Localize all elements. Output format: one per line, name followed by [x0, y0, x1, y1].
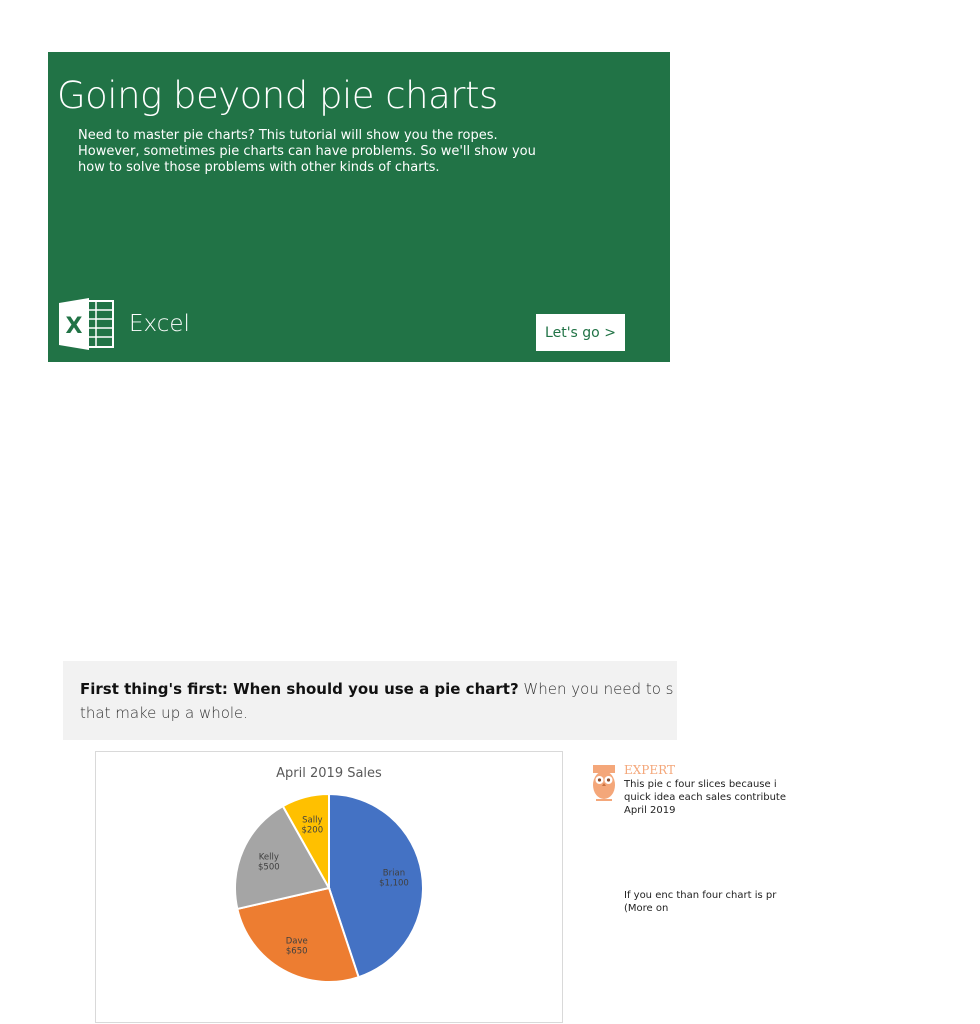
intro-question: First thing's first: When should you use a pie chart? [80, 680, 519, 698]
intro-text [80, 677, 980, 725]
tutorial-banner [48, 52, 670, 362]
intro-answer: When you need to s [518, 680, 674, 698]
intro-panel [63, 661, 677, 740]
slice-name-label: Brian [382, 868, 406, 879]
tip-paragraph-2: If you enc than four chart is pr (More on [624, 890, 777, 914]
slice-value-label: $1,100 [379, 878, 409, 889]
expert-tip [590, 761, 786, 961]
owl-icon [590, 763, 618, 805]
banner-title: Going beyond pie charts [57, 74, 498, 117]
excel-logo-icon [59, 297, 115, 351]
banner-description: Need to master pie charts? This tutorial will show you the ropes. However, sometimes pie charts can have problems. So we'll show you how to solve those problems with other kinds of charts. [78, 128, 536, 175]
slice-name-label: Sally [302, 815, 323, 826]
slice-name-label: Dave [285, 936, 308, 947]
slice-name-label: Kelly [258, 852, 279, 863]
slice-value-label: $200 [301, 825, 324, 836]
pie-svg [96, 752, 562, 1022]
tip-paragraph: This pie c four slices because i quick idea each sales contribute April 2019 [624, 779, 786, 816]
pie-chart [95, 751, 563, 1023]
slice-value-label: $500 [258, 862, 280, 873]
intro-answer-line2: that make up a whole. [80, 704, 249, 722]
app-name: Excel [129, 311, 190, 337]
chart-title: April 2019 Sales [276, 766, 382, 781]
lets-go-button[interactable]: Let's go > [536, 314, 625, 351]
slice-value-label: $650 [285, 946, 308, 957]
svg-text:X: X [65, 314, 83, 339]
tip-heading: EXPERT [624, 763, 675, 777]
